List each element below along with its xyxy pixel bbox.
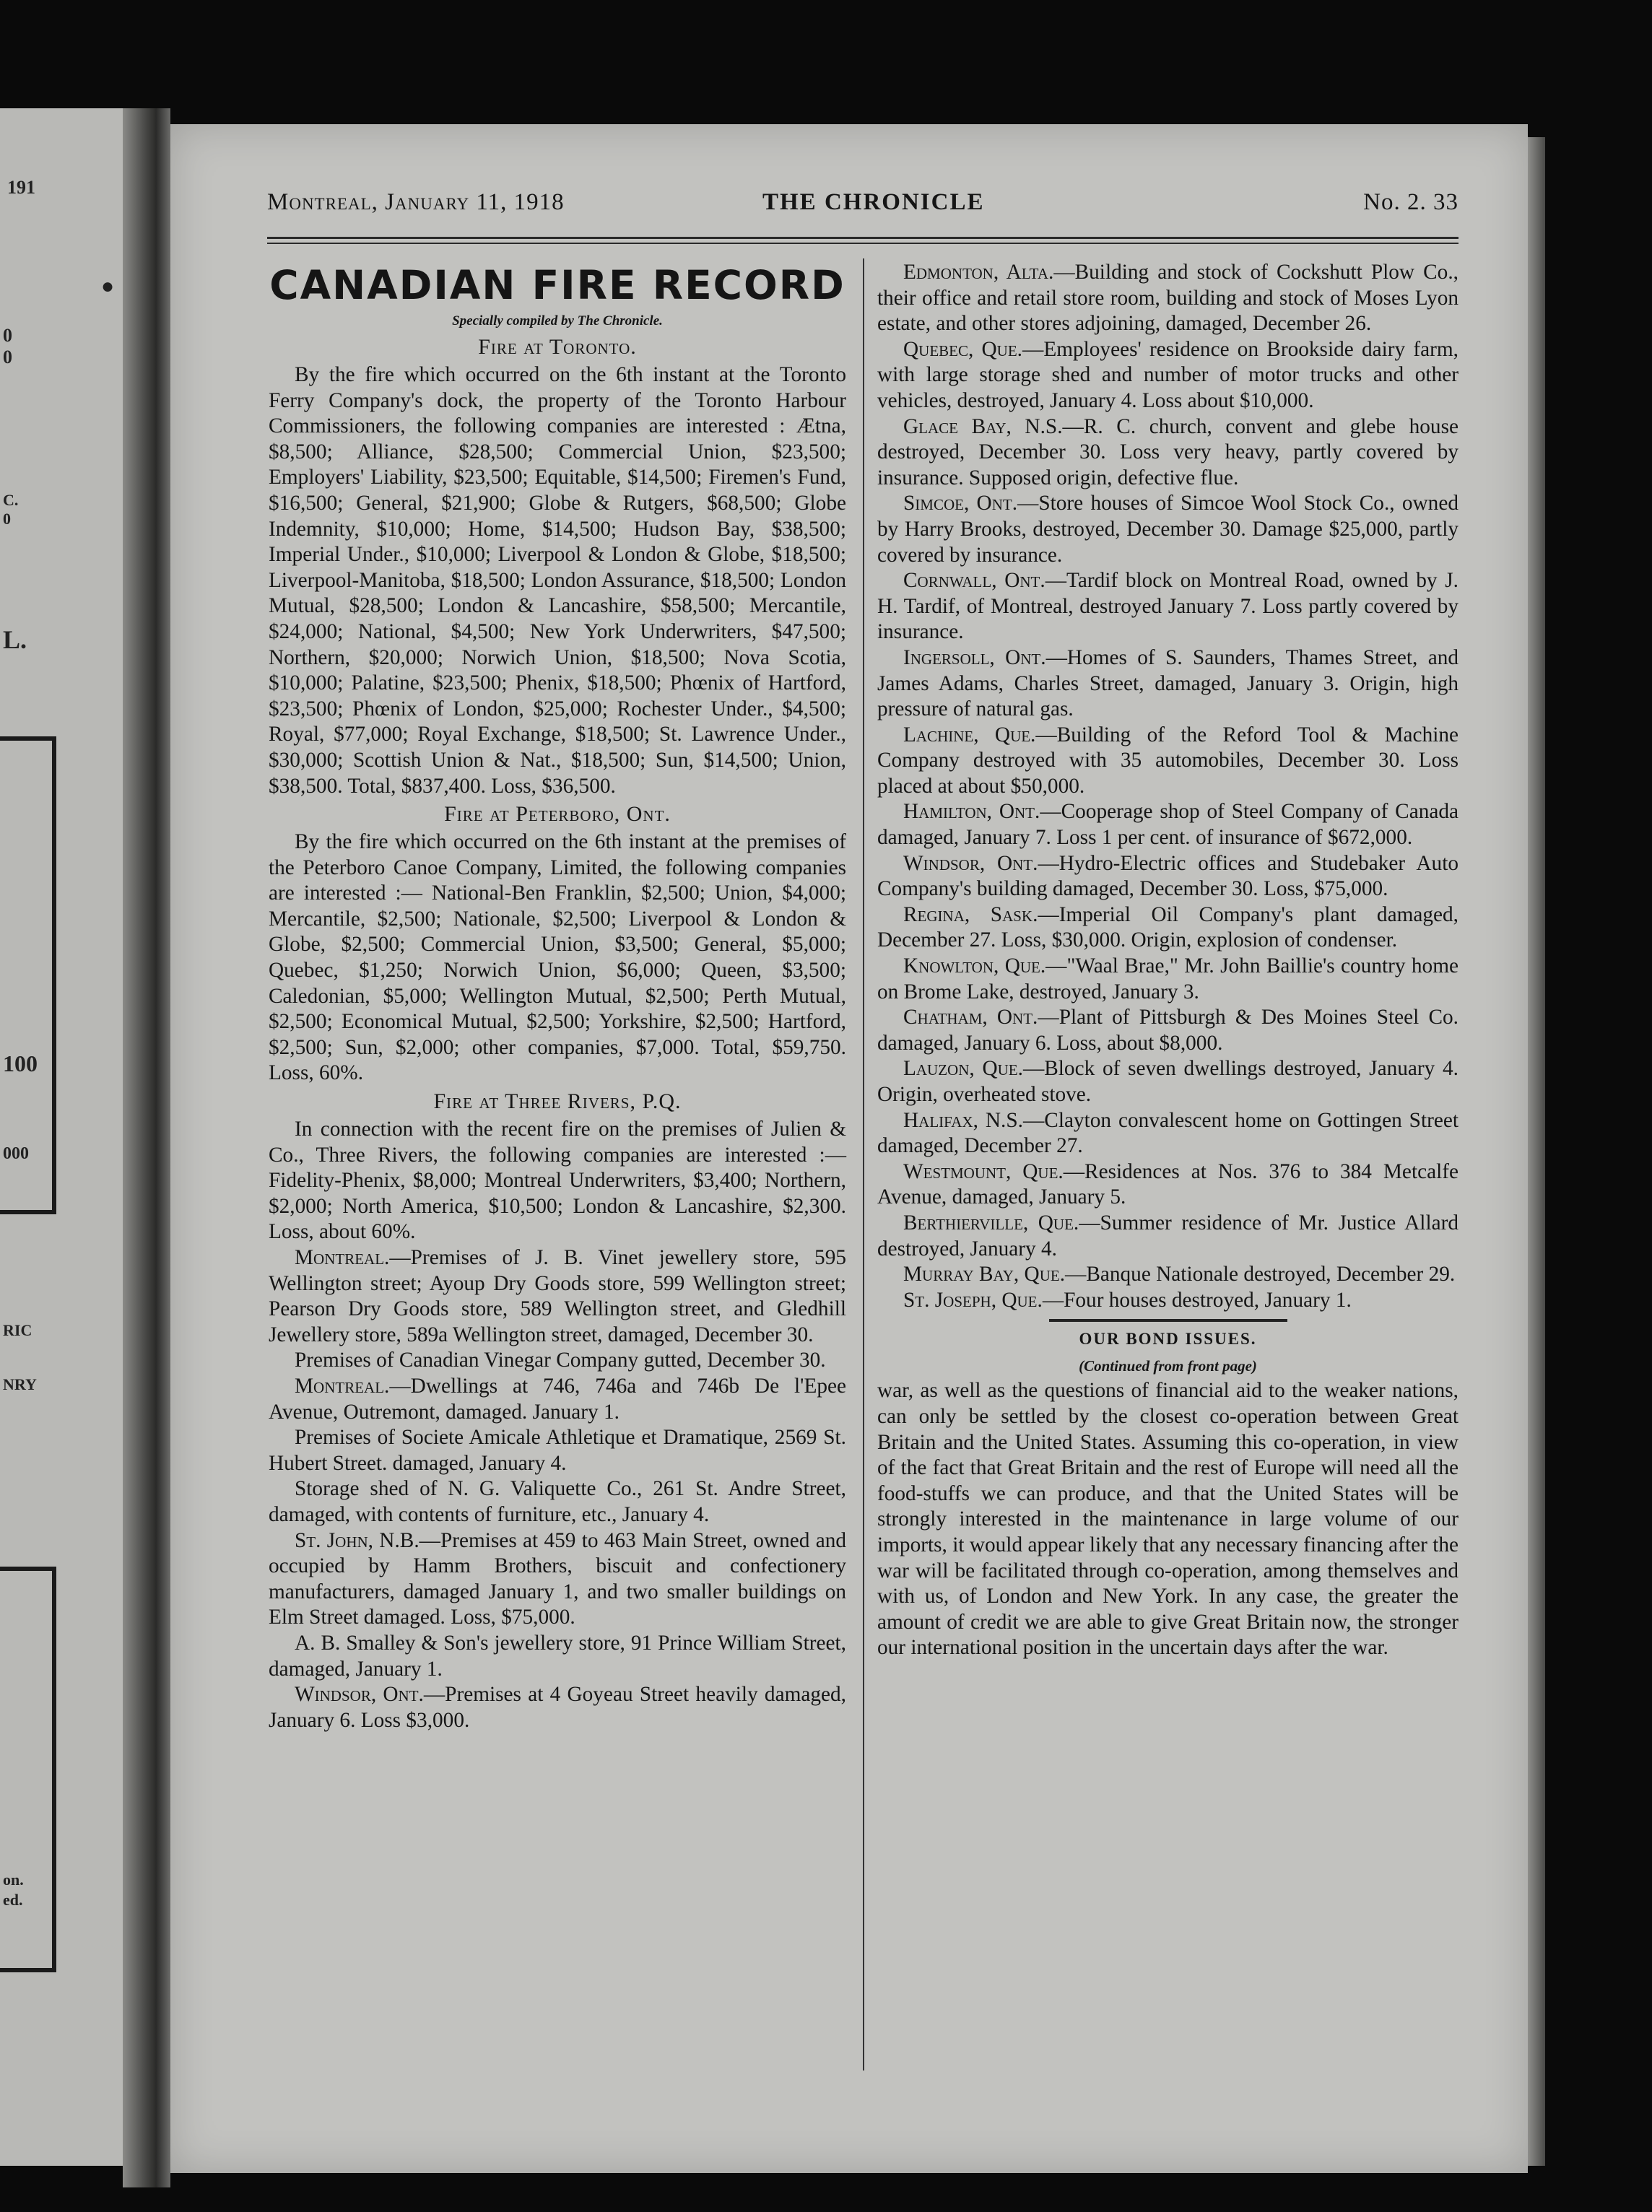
fire-item bbox=[877, 1211, 1458, 1262]
fire-item-text: A. B. Smalley & Son's jewellery store, 91 Prince William Street, damaged, January 1. bbox=[269, 1631, 846, 1681]
fire-item bbox=[877, 337, 1458, 414]
bond-issues-paragraph: war, as well as the questions of financial aid to the weaker nations, can only be settled by the closest co-operation between Great Britain and the United States. Assuming this co-operation, in view of the fact that Great Britain and the rest of Europe will need all the food-stuffs we can produce, and that the United States will be strongly interested in the maintenance in large volume of our imports, it would appear likely that any necessary financing after the war will be facilitated through co-operation, among themselves and with us, of London and New York. In any case, the greater the amount of credit we are able to give Great Britain now, the stronger our international position in the uncertain days after the war. bbox=[877, 1379, 1458, 1660]
fire-item-text: Storage shed of N. G. Valiquette Co., 261 St. Andre Street, damaged, with contents of furniture, etc., January 4. bbox=[269, 1477, 846, 1526]
fire-item-place: Hamilton, Ont. bbox=[903, 800, 1040, 824]
fire-item-text: —Building and stock of Cockshutt Plow Co., their office and retail store room, building and stock of Moses Lyon estate, and other stores adjoining, damaged, December 26. bbox=[877, 261, 1458, 336]
fire-item bbox=[877, 1288, 1458, 1314]
facing-page-text: on. ed. bbox=[3, 1871, 24, 1909]
fire-item-list bbox=[269, 1245, 846, 1733]
fire-item bbox=[269, 1348, 846, 1374]
fire-item bbox=[269, 1476, 846, 1528]
left-column bbox=[269, 260, 846, 1733]
fire-item-place: Knowlton, Que. bbox=[903, 954, 1046, 978]
header-rule bbox=[267, 237, 1458, 244]
fire-item-place: Quebec, Que. bbox=[903, 337, 1023, 361]
fire-item-place: Simcoe, Ont. bbox=[903, 492, 1018, 515]
fire-item-place: Ingersoll, Ont. bbox=[903, 645, 1046, 669]
fire-item-text: —R. C. church, convent and glebe house destroyed, December 30. Loss very heavy, partly covered by insurance. Supposed origin, defective flue. bbox=[877, 414, 1458, 489]
header-date: Montreal, January 11, 1918 bbox=[267, 189, 565, 215]
fire-item-text: Premises of Canadian Vinegar Company gutted, December 30. bbox=[295, 1349, 826, 1372]
facing-page-number: 191 bbox=[7, 177, 35, 198]
fire-item bbox=[877, 902, 1458, 954]
facing-page-text: 100 bbox=[3, 1050, 38, 1076]
fire-item bbox=[877, 1005, 1458, 1056]
fire-item bbox=[269, 1374, 846, 1425]
fire-item-text: —Premises of J. B. Vinet jewellery store, 595 Wellington street; Ayoup Dry Goods store, 599 Wellington street; Pearson Dry Goods store, 589 Wellington street, and Gledhill Jewellery store, 589a Wellington street, damaged, December 30. bbox=[269, 1246, 846, 1346]
three-rivers-paragraph: In connection with the recent fire on the premises of Julien & Co., Three Rivers, the following companies are interested :— Fidelity-Phenix, $8,000; Montreal Underwriters, $3,400; Northern, $2,000; North America, $10,500; London & Lancashire, $2,300. Loss, about 60%. bbox=[269, 1118, 846, 1244]
fire-item bbox=[877, 645, 1458, 723]
fire-item-place: Montreal. bbox=[295, 1374, 390, 1398]
fire-item bbox=[877, 414, 1458, 492]
fire-item-text: —Summer residence of Mr. Justice Allard destroyed, January 4. bbox=[877, 1211, 1458, 1260]
facing-page-box bbox=[0, 1567, 56, 1972]
fire-item-place: St. John, N.B. bbox=[295, 1528, 419, 1552]
article-byline: Specially compiled by The Chronicle. bbox=[452, 313, 663, 328]
fire-item bbox=[877, 1108, 1458, 1159]
fire-item-place: Regina, Sask. bbox=[903, 902, 1038, 926]
fire-item-text: —Hydro-Electric offices and Studebaker Auto Company's building damaged, December 30. Loss, $75,000. bbox=[877, 851, 1458, 901]
fire-item-place: Berthierville, Que. bbox=[903, 1211, 1079, 1235]
fire-item bbox=[877, 1056, 1458, 1107]
facing-page-text: L. bbox=[3, 625, 27, 654]
fire-item-text: —Premises at 459 to 463 Main Street, owned and occupied by Hamm Brothers, biscuit and confectionery manufacturers, damaged January 1, and two smaller buildings on Elm Street damaged. Loss, $75,000. bbox=[269, 1528, 846, 1629]
fire-item bbox=[877, 260, 1458, 337]
fire-item-place: Halifax, N.S. bbox=[903, 1108, 1023, 1132]
fire-item-place: Windsor, Ont. bbox=[903, 851, 1038, 875]
fire-item bbox=[877, 1262, 1458, 1288]
section-heading: Fire at Toronto. bbox=[478, 335, 637, 359]
page-edge bbox=[1528, 137, 1545, 2166]
fire-item-place: Lachine, Que. bbox=[903, 723, 1036, 746]
fire-item bbox=[877, 1159, 1458, 1211]
fire-item-text: —Four houses destroyed, January 1. bbox=[1042, 1288, 1352, 1312]
fire-item-list bbox=[877, 260, 1458, 1313]
facing-page-text: NRY bbox=[3, 1375, 37, 1393]
fire-item-text: —Residences at Nos. 376 to 384 Metcalfe Avenue, damaged, January 5. bbox=[877, 1159, 1458, 1209]
fire-item bbox=[269, 1528, 846, 1631]
fire-item-text: —Imperial Oil Company's plant damaged, December 27. Loss, $30,000. Origin, explosion of condenser. bbox=[877, 902, 1458, 952]
section-heading: Fire at Peterboro, Ont. bbox=[444, 802, 671, 827]
facing-page-text: RIC bbox=[3, 1321, 32, 1339]
fire-item-text: —Employees' residence on Brookside dairy farm, with large storage shed and number of motor trucks and other vehicles, destroyed, January 4. Loss about $10,000. bbox=[877, 337, 1458, 412]
running-head bbox=[267, 189, 1458, 225]
article-title: CANADIAN FIRE RECORD bbox=[269, 262, 845, 308]
fire-item-place: Windsor, Ont. bbox=[295, 1683, 424, 1707]
fire-item bbox=[269, 1631, 846, 1682]
fire-item-text: —Dwellings at 746, 746a and 746b De l'Epee Avenue, Outremont, damaged. January 1. bbox=[269, 1374, 846, 1424]
fire-item-text: —Building of the Reford Tool & Machine Company destroyed with 35 automobiles, December 30. Loss placed at about $50,000. bbox=[877, 723, 1459, 798]
fire-item bbox=[877, 799, 1458, 850]
fire-item bbox=[877, 568, 1458, 645]
fire-item-text: —"Waal Brae," Mr. John Baillie's country home on Brome Lake, destroyed, January 3. bbox=[877, 954, 1458, 1003]
fire-item-text: —Tardif block on Montreal Road, owned by J. H. Tardif, of Montreal, destroyed January 7. Loss partly covered by insurance. bbox=[877, 569, 1458, 644]
facing-page-fragment bbox=[0, 108, 123, 2166]
right-column bbox=[877, 260, 1458, 1661]
fire-item-text: —Store houses of Simcoe Wool Stock Co., owned by Harry Brooks, destroyed, December 30. Damage $25,000, partly covered by insurance. bbox=[877, 492, 1458, 567]
facing-page-text: 000 bbox=[3, 1144, 29, 1163]
fire-item-place: Westmount, Que. bbox=[903, 1159, 1064, 1183]
fire-item-place: Glace Bay, N.S. bbox=[903, 414, 1063, 438]
section-divider bbox=[1049, 1319, 1287, 1322]
fire-item-text: —Block of seven dwellings destroyed, January 4. Origin, overheated stove. bbox=[877, 1057, 1459, 1106]
fire-item-place: Lauzon, Que. bbox=[903, 1057, 1023, 1081]
facing-page-box bbox=[0, 736, 56, 1214]
fire-item-place: Chatham, Ont. bbox=[903, 1006, 1038, 1029]
fire-item-place: Murray Bay, Que. bbox=[903, 1263, 1066, 1286]
fire-item-place: Montreal. bbox=[295, 1246, 390, 1269]
fire-item-text: Premises of Societe Amicale Athletique et Dramatique, 2569 St. Hubert Street. damaged, January 4. bbox=[269, 1426, 846, 1475]
fire-item bbox=[877, 723, 1458, 800]
fire-item-text: —Cooperage shop of Steel Company of Canada damaged, January 7. Loss 1 per cent. of insurance of $672,000. bbox=[877, 800, 1459, 850]
fire-item bbox=[269, 1682, 846, 1733]
column-rule bbox=[863, 258, 864, 2071]
fire-item bbox=[877, 954, 1458, 1005]
toronto-paragraph: By the fire which occurred on the 6th instant at the Toronto Ferry Company's dock, the property of the Toronto Harbour Commissioners, the following companies are interested : Ætna, $8,500; Alliance, $28,500; Commercial Union, $23,500; Employers' Liability, $23,500; Equitable, $14,500; Firemen's Fund, $16,500; General, $21,900; Globe & Rutgers, $68,500; Globe Indemnity, $10,000; Home, $14,500; Hudson Bay, $38,500; Imperial Under., $10,000; Liverpool & London & Globe, $18,500; Liverpool-Manitoba, $18,500; London Assurance, $18,500; London Mutual, $28,500; London & Lancashire, $58,500; Mercantile, $24,000; National, $4,500; New York Underwriters, $47,500; Northern, $20,000; Norwich Union, $18,500; Nova Scotia, $10,000; Palatine, $23,500; Phenix, $18,500; Phœnix of Hartford, $23,500; Phœnix of London, $25,000; Rochester Under., $4,500; Royal, $77,000; Royal Exchange, $18,500; St. Lawrence Under., $30,000; Scottish Union & Nat., $18,500; Sun, $14,500; Union, $38,500. Total, $837,400. Loss, $36,500. bbox=[269, 363, 846, 798]
issue-page-number: No. 2. 33 bbox=[1363, 189, 1458, 215]
fire-item bbox=[877, 851, 1458, 902]
facing-page-text: C. 0 bbox=[3, 491, 19, 528]
section-heading: Fire at Three Rivers, P.Q. bbox=[433, 1089, 682, 1114]
bond-issues-subtitle: (Continued from front page) bbox=[1079, 1357, 1257, 1375]
bond-issues-title: OUR BOND ISSUES. bbox=[1079, 1330, 1257, 1349]
fire-item-text: —Plant of Pittsburgh & Des Moines Steel Co. damaged, January 6. Loss, about $8,000. bbox=[877, 1006, 1459, 1055]
fire-item bbox=[877, 491, 1458, 568]
fire-item-place: Edmonton, Alta. bbox=[903, 261, 1054, 284]
book-gutter bbox=[123, 108, 170, 2187]
fire-item-text: —Homes of S. Saunders, Thames Street, and James Adams, Charles Street, damaged, January 3. Origin, high pressure of natural gas. bbox=[877, 645, 1458, 721]
peterboro-paragraph: By the fire which occurred on the 6th instant at the premises of the Peterboro Canoe Company, Limited, the following companies are interested :— National-Ben Franklin, $2,500; Union, $4,000; Mercantile, $2,500; Nationale, $2,500; Liverpool & London & Globe, $2,500; Commercial Union, $3,500; General, $5,000; Quebec, $1,250; Norwich Union, $6,000; Queen, $3,500; Caledonian, $5,000; Wellington Mutual, $2,500; Perth Mutual, $2,500; Economical Mutual, $2,500; Yorkshire, $2,500; Hartford, $2,500; Sun, $2,000; other companies, $7,000. Total, $59,750. Loss, 60%. bbox=[269, 830, 846, 1085]
fire-item-place: Cornwall, Ont. bbox=[903, 569, 1045, 593]
fire-item bbox=[269, 1245, 846, 1348]
fire-item-text: —Banque Nationale destroyed, December 29. bbox=[1065, 1263, 1456, 1286]
fire-item bbox=[269, 1425, 846, 1476]
fire-item-text: —Premises at 4 Goyeau Street heavily damaged, January 6. Loss $3,000. bbox=[269, 1683, 846, 1732]
publication-title: THE CHRONICLE bbox=[762, 189, 985, 215]
facing-page-bullet: ● bbox=[101, 274, 115, 298]
fire-item-place: St. Joseph, Que. bbox=[903, 1288, 1043, 1312]
fire-item-text: —Clayton convalescent home on Gottingen Street damaged, December 27. bbox=[877, 1108, 1459, 1158]
facing-page-text: 0 0 bbox=[3, 325, 12, 367]
